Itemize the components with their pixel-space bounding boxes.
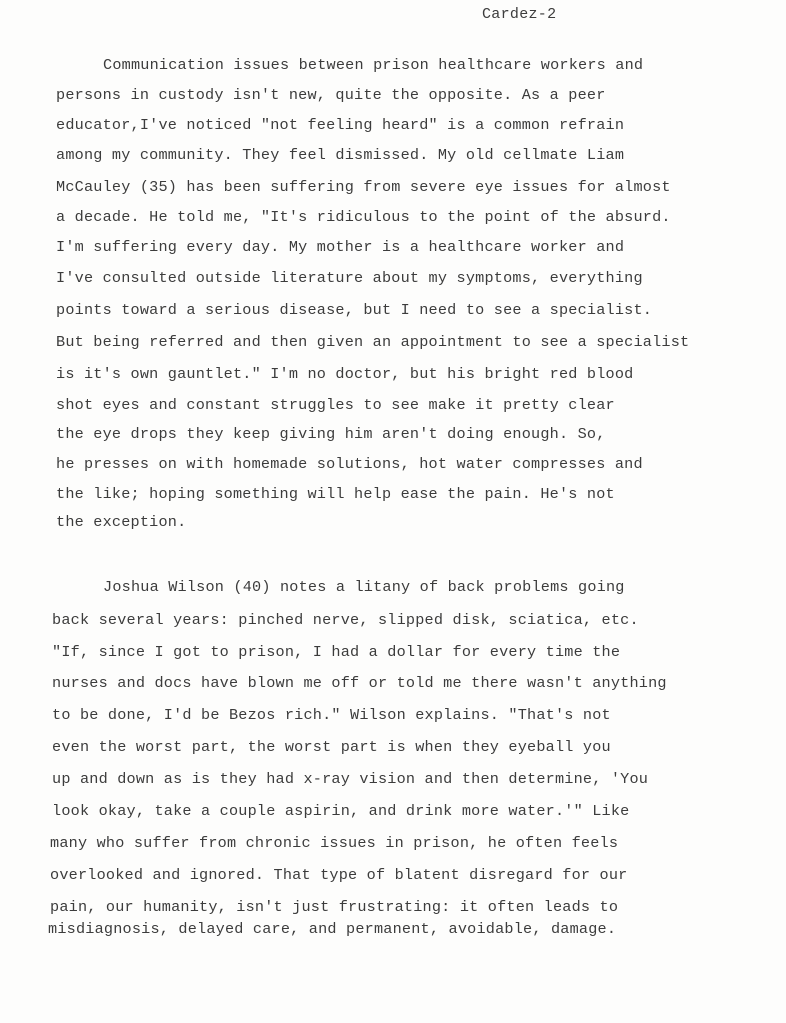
paragraph-line: McCauley (35) has been suffering from severe eye issues for almost: [56, 178, 671, 196]
paragraph-line: nurses and docs have blown me off or told me there wasn't anything: [52, 674, 667, 692]
paragraph-line: the exception.: [56, 513, 187, 531]
paragraph-line: persons in custody isn't new, quite the opposite. As a peer: [56, 86, 606, 104]
paragraph-line: overlooked and ignored. That type of blatent disregard for our: [50, 866, 628, 884]
paragraph-line: up and down as is they had x-ray vision and then determine, 'You: [52, 770, 649, 788]
paragraph-line: to be done, I'd be Bezos rich." Wilson explains. "That's not: [52, 706, 611, 724]
paragraph-line: even the worst part, the worst part is when they eyeball you: [52, 738, 611, 756]
paragraph-line: pain, our humanity, isn't just frustrating: it often leads to: [50, 898, 619, 916]
paragraph-line: a decade. He told me, "It's ridiculous to the point of the absurd.: [56, 208, 671, 226]
paragraph-line: I'm suffering every day. My mother is a healthcare worker and: [56, 238, 625, 256]
page-header: Cardez-2: [482, 6, 557, 23]
paragraph-line: Joshua Wilson (40) notes a litany of back problems going: [103, 578, 625, 596]
paragraph-line: "If, since I got to prison, I had a dollar for every time the: [52, 643, 621, 661]
paragraph-line: the eye drops they keep giving him aren't doing enough. So,: [56, 425, 606, 443]
paragraph-line: educator,I've noticed "not feeling heard" is a common refrain: [56, 116, 625, 134]
paragraph-line: the like; hoping something will help ease the pain. He's not: [56, 485, 615, 503]
paragraph-line: But being referred and then given an appointment to see a specialist: [56, 333, 690, 351]
paragraph-line: many who suffer from chronic issues in prison, he often feels: [50, 834, 619, 852]
paragraph-line: back several years: pinched nerve, slipped disk, sciatica, etc.: [52, 611, 639, 629]
paragraph-line: among my community. They feel dismissed. My old cellmate Liam: [56, 146, 625, 164]
paragraph-line: I've consulted outside literature about my symptoms, everything: [56, 269, 643, 287]
paragraph-line: is it's own gauntlet." I'm no doctor, but his bright red blood: [56, 365, 634, 383]
paragraph-line: he presses on with homemade solutions, hot water compresses and: [56, 455, 643, 473]
paragraph-line: misdiagnosis, delayed care, and permanent, avoidable, damage.: [48, 920, 617, 938]
paragraph-line: points toward a serious disease, but I need to see a specialist.: [56, 301, 653, 319]
paragraph-line: Communication issues between prison healthcare workers and: [103, 56, 644, 74]
paragraph-line: shot eyes and constant struggles to see make it pretty clear: [56, 396, 615, 414]
paragraph-line: look okay, take a couple aspirin, and drink more water.'" Like: [52, 802, 630, 820]
